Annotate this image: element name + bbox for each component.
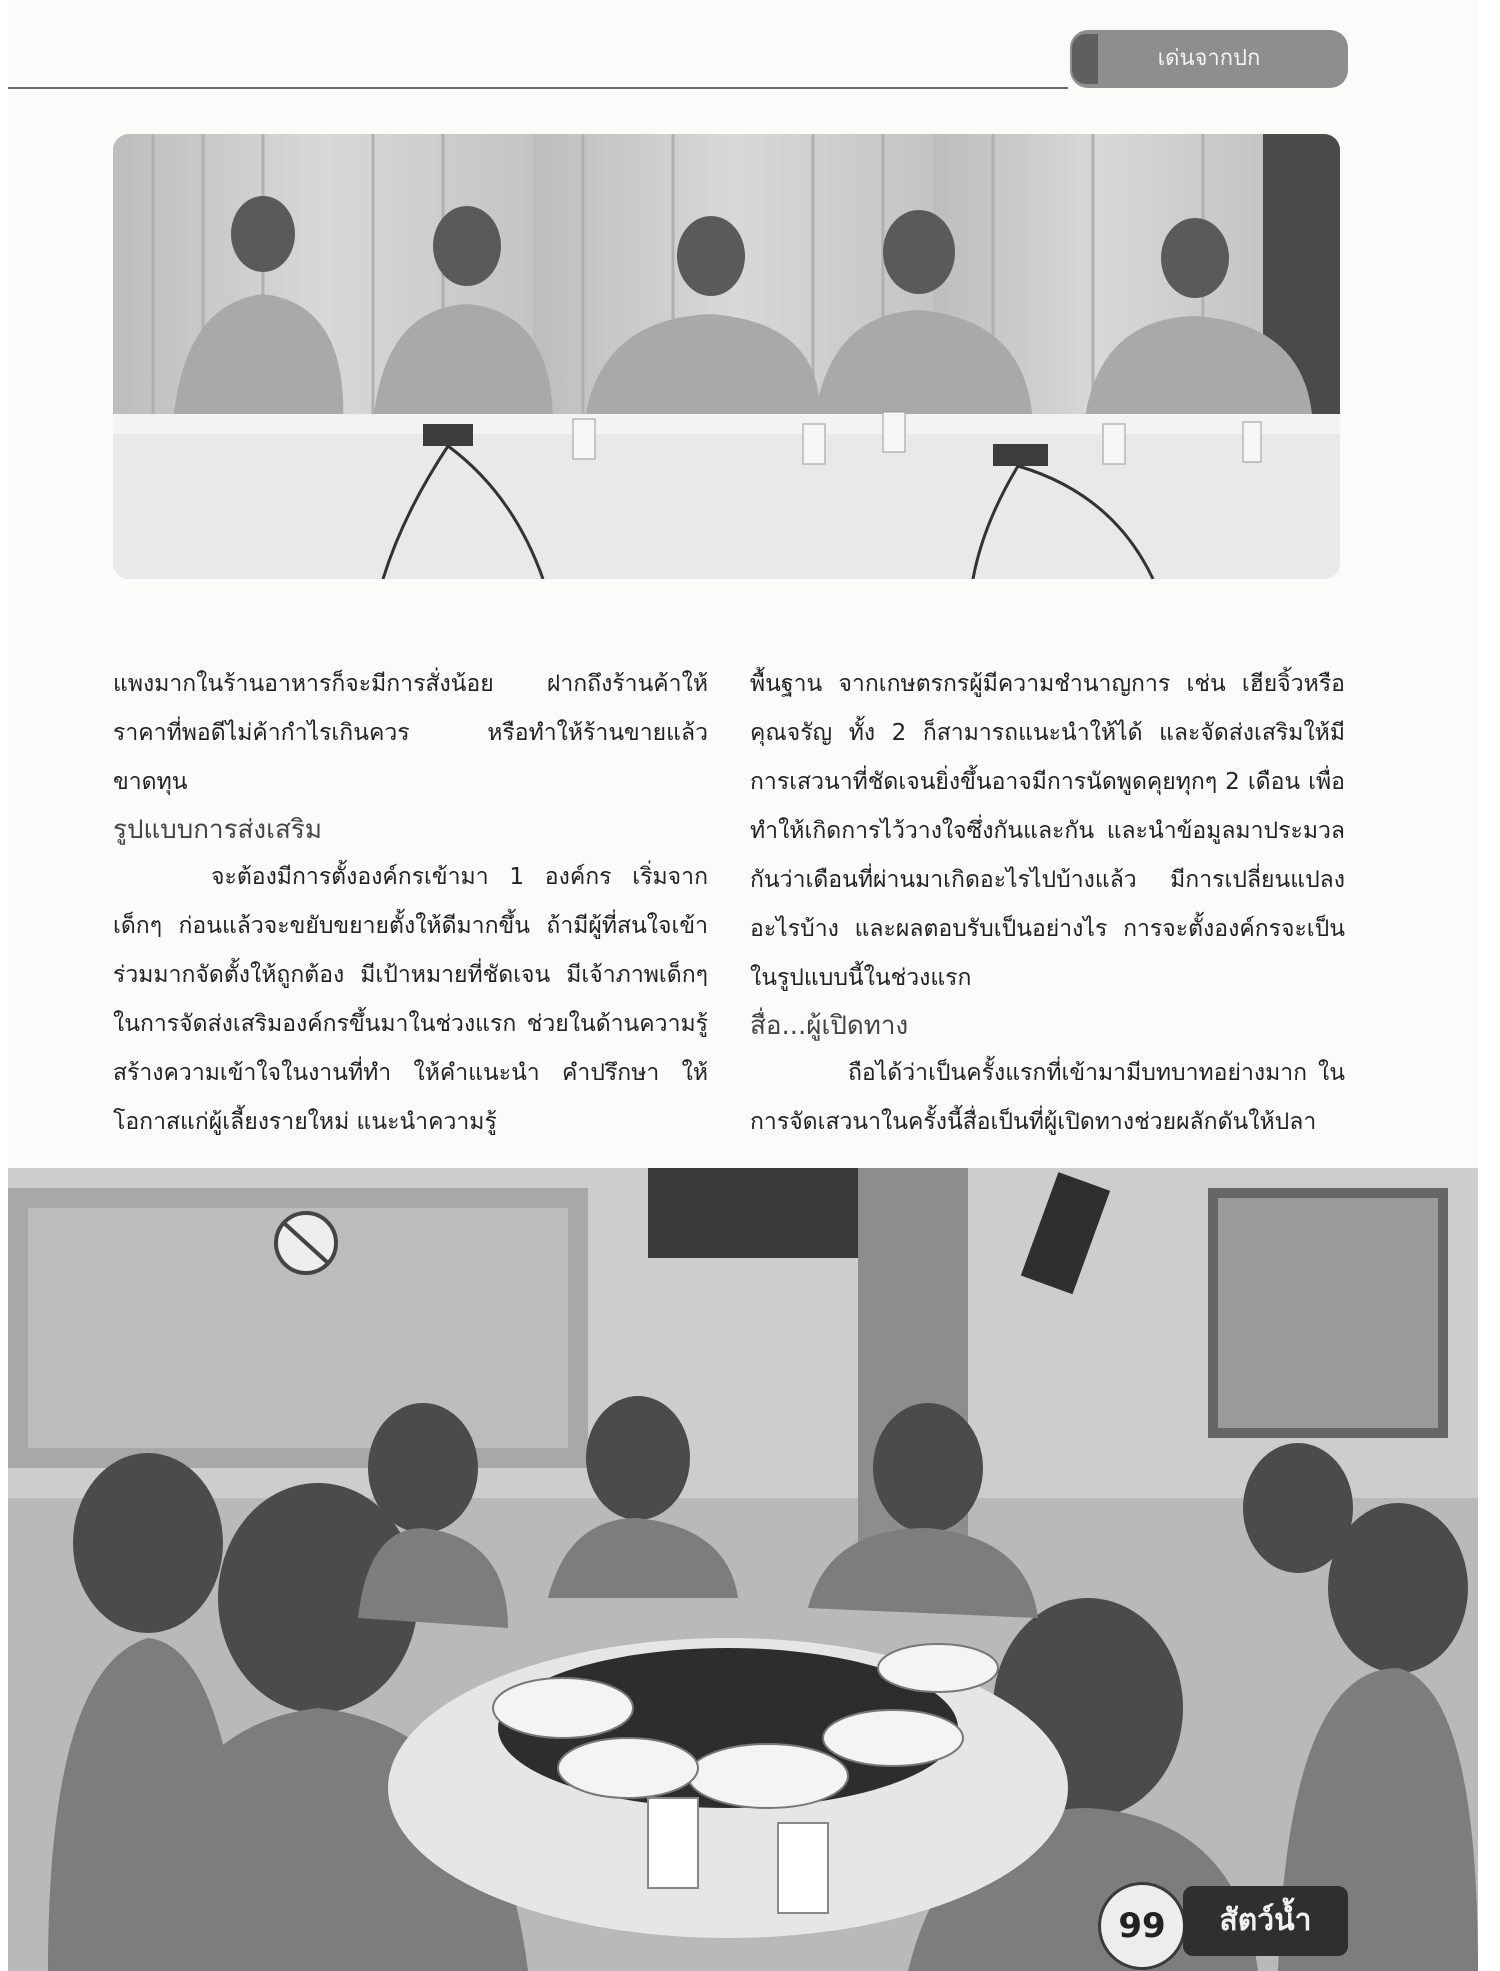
section-tab bbox=[1070, 30, 1348, 88]
page-number: 99 bbox=[1098, 1882, 1186, 1970]
dinner-photo bbox=[8, 1168, 1478, 1971]
right-paragraph-1: พื้นฐาน จากเกษตรกรผู้มีความชำนาญการ เช่น เฮียจิ้วหรือคุณจรัญ ทั้ง 2 ก็สามารถแนะนำให้ได้ และจัดส่งเสริมให้มีการเสวนาที่ชัดเจนยิ่งขึ้นอาจมีการนัดพูดคุยทุกๆ 2 เดือน เพื่อทำให้เกิดการไว้วางใจซึ่งกันและกัน และนำข้อมูลมาประมวลกันว่าเดือนที่ผ่านมาเกิดอะไรไปบ้างแล้ว มีการเปลี่ยนแปลงอะไรบ้าง และผลตอบรับเป็นอย่างไร การจะตั้งองค์กรจะเป็นในรูปแบบนี้ในช่วงแรก bbox=[750, 671, 1345, 991]
panel-photo bbox=[113, 134, 1340, 579]
no-smoking-sign-icon bbox=[276, 1213, 336, 1273]
left-section-heading: รูปแบบการส่งเสริม bbox=[113, 815, 322, 845]
article-left-column bbox=[113, 660, 708, 1147]
section-tab-label: เด่นจากปก bbox=[1157, 46, 1261, 71]
article-right-column bbox=[750, 660, 1345, 1147]
right-section-heading: สื่อ...ผู้เปิดทาง bbox=[750, 1011, 909, 1041]
left-paragraph-1: แพงมากในร้านอาหารก็จะมีการสั่งน้อย ฝากถึงร้านค้าให้ราคาที่พอดีไม่ค้ากำไรเกินควร หรือทำให้ร้านขายแล้วขาดทุน bbox=[113, 671, 708, 795]
right-paragraph-2: ถือได้ว่าเป็นครั้งแรกที่เข้ามามีบทบาทอย่างมาก ในการจัดเสวนาในครั้งนี้สื่อเป็นที่ผู้เปิดทางช่วยผลักดันให้ปลา bbox=[750, 1060, 1345, 1135]
magazine-logo: สัตว์น้ำ bbox=[1183, 1886, 1348, 1956]
header-rule bbox=[8, 87, 1068, 89]
left-paragraph-2: จะต้องมีการตั้งองค์กรเข้ามา 1 องค์กร เริ่มจากเด็กๆ ก่อนแล้วจะขยับขยายตั้งให้ดีมากขึ้น ถ้ามีผู้ที่สนใจเข้าร่วมมากจัดตั้งให้ถูกต้อง มีเป้าหมายที่ชัดเจน มีเจ้าภาพเด็กๆ ในการจัดส่งเสริมองค์กรขึ้นมาในช่วงแรก ช่วยในด้านความรู้ สร้างความเข้าใจในงานที่ทำ ให้คำแนะนำ คำปรึกษา ให้โอกาสแก่ผู้เลี้ยงรายใหม่ แนะนำความรู้ bbox=[113, 864, 708, 1135]
